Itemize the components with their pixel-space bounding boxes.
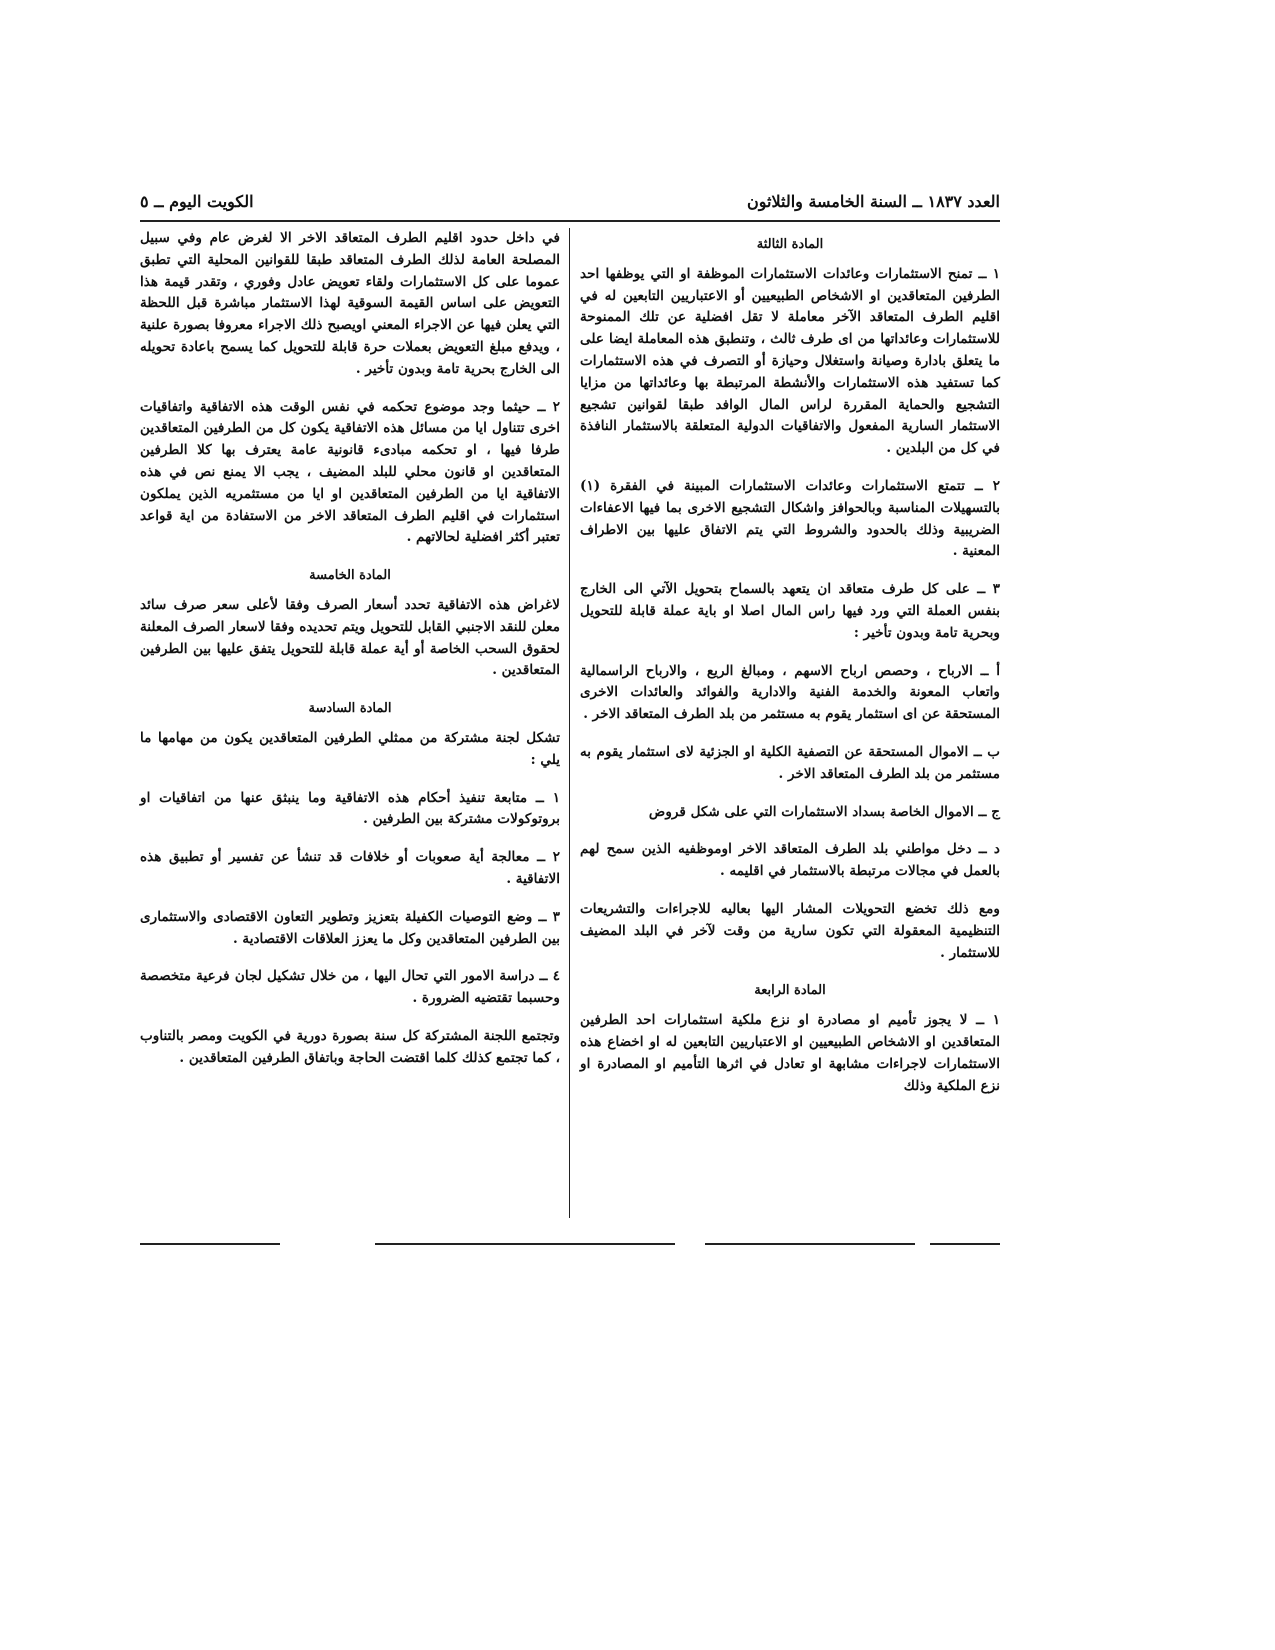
paragraph: أ ــ الارباح ، وحصص ارباح الاسهم ، ومبالغ الريع ، والارباح الراسمالية واتعاب المعونة والخدمة الفنية والادارية والفوائد والعائدات الاخرى المستحقة عن اى استثمار يقوم به مستثمر من بلد الطرف المتعاقد الاخر . — [580, 662, 1000, 723]
paragraph: ج ــ الاموال الخاصة بسداد الاستثمارات التي على شكل قروض — [648, 803, 1000, 820]
column-divider — [569, 228, 570, 1218]
paragraph: ٤ ــ دراسة الامور التي تحال اليها ، من خلال تشكيل لجان فرعية متخصصة وحسبما تقتضيه الضرورة . — [140, 968, 560, 1007]
paragraph: ١ ــ تمنح الاستثمارات وعائدات الاستثمارات الموظفة او التي يوظفها احد الطرفين المتعاقدين او الاشخاص الطبيعيين أو الاعتباريين التابعين له في اقليم الطرف المتعاقد الآخر معاملة لا تقل افضلية عن تلك الممنوحة للاستثمارات وعائداتها من اى طرف ثالث ، وتنطبق هذه المعاملة ايضا على ما يتعلق بادارة وصيانة واستغلال وحيازة أو التصرف في هذه الاستثمارات كما تستفيد هذه الاستثمارات والأنشطة المرتبطة بها وعائداتها من مزايا التشجيع والحماية المقررة لراس المال الوافد طبقا لقوانين تشجيع الاستثمار السارية المفعول والاتفاقيات الدولية المتعلقة بالاستثمار النافذة في كل من البلدين . — [580, 265, 1000, 457]
issue-info: العدد ١٨٣٧ ــ السنة الخامسة والثلاثون — [746, 192, 1000, 211]
page-header — [140, 192, 1000, 218]
paragraph: ٣ ــ على كل طرف متعاقد ان يتعهد بالسماح بتحويل الآتي الى الخارج بنفس العملة التي ورد فيها راس المال اصلا او باية عملة قابلة للتحويل وبحرية تامة وبدون تأخير : — [580, 581, 1000, 641]
paragraph: ١ ــ لا يجوز تأميم او مصادرة او نزع ملكية استثمارات احد الطرفين المتعاقدين او الاشخاص الطبيعيين او الاعتباريين التابعين له او اخضاع هذه الاستثمارات لاجراءات مشابهة او تعادل في اثرها التأميم او المصادرة او نزع الملكية وذلك — [580, 1012, 1000, 1094]
article-heading: المادة الخامسة — [309, 568, 391, 584]
paragraph: ١ ــ متابعة تنفيذ أحكام هذه الاتفاقية وما ينبثق عنها من اتفاقيات او بروتوكولات مشتركة بين الطرفين . — [140, 789, 560, 828]
paragraph: ب ــ الاموال المستحقة عن التصفية الكلية او الجزئية لاى استثمار يقوم به مستثمر من بلد الطرف المتعاقد الاخر . — [580, 743, 1000, 782]
right-column — [580, 228, 1000, 1113]
header-rule — [140, 220, 1000, 222]
paragraph: ٢ ــ تتمتع الاستثمارات وعائدات الاستثمارات المبينة في الفقرة (١) بالتسهيلات المناسبة وبالحوافز واشكال التشجيع الاخرى بما فيها الاعفاءات الضريبية وذلك بالحدود والشروط التي يتم الاتفاق عليها بين الاطراف المعنية . — [580, 477, 1000, 560]
paragraph: تشكل لجنة مشتركة من ممثلي الطرفين المتعاقدين يكون من مهامها ما يلي : — [140, 729, 560, 768]
paragraph: ٢ ــ معالجة أية صعوبات أو خلافات قد تنشأ عن تفسير أو تطبيق هذه الاتفاقية . — [140, 849, 560, 887]
footer-rule — [140, 1243, 280, 1245]
paragraph: وتجتمع اللجنة المشتركة كل سنة بصورة دورية في الكويت ومصر بالتناوب ، كما تجتمع كذلك كلما اقتضت الحاجة وباتفاق الطرفين المتعاقدين . — [140, 1027, 560, 1066]
publication-title: الكويت اليوم ــ ٥ — [140, 192, 254, 211]
footer-rule — [930, 1243, 1000, 1245]
paragraph: د ــ دخل مواطني بلد الطرف المتعاقد الاخر اوموظفيه الذين سمح لهم بالعمل في مجالات مرتبطة بالاستثمار في اقليمه . — [580, 841, 1000, 880]
footer-rule — [375, 1243, 675, 1245]
article-heading: المادة السادسة — [308, 701, 392, 717]
paragraph: لاغراض هذه الاتفاقية تحدد أسعار الصرف وفقا لأعلى سعر صرف سائد معلن للنقد الاجنبي القابل للتحويل ويتم تحديده وفقا لاسعار الصرف المعلنة لحقوق السحب الخاصة أو أية عملة قابلة للتحويل يتفق عليها بين الطرفين المتعاقدين . — [140, 596, 560, 679]
paragraph: في داخل حدود اقليم الطرف المتعاقد الاخر الا لغرض عام وفي سبيل المصلحة العامة لذلك الطرف المتعاقد طبقا للقوانين المحلية التي تطبق عموما على كل الاستثمارات ولقاء تعويض عادل وفوري ، وتقدر قيمة هذا التعويض على اساس القيمة السوقية لهذا الاستثمار مباشرة قبل اللحظة التي يعلن فيها عن الاجراء المعني اويصبح ذلك الاجراء معروفا بصورة علنية ، ويدفع مبلغ التعويض بعملات حرة قابلة للتحويل كما يسمح باعادة تحويله الى الخارج بحرية تامة وبدون تأخير . — [140, 230, 560, 377]
article-heading: المادة الثالثة — [756, 237, 824, 252]
paragraph: ٣ ــ وضع التوصيات الكفيلة بتعزيز وتطوير التعاون الاقتصادى والاستثمارى بين الطرفين المتعاقدين وكل ما يعزز العلاقات الاقتصادية . — [140, 908, 560, 947]
paragraph: ومع ذلك تخضع التحويلات المشار اليها بعاليه للاجراءات والتشريعات التنظيمية المعقولة التي تكون سارية من وقت لآخر في البلد المضيف للاستثمار . — [580, 900, 1000, 961]
left-column — [140, 228, 560, 1086]
article-heading: المادة الرابعة — [754, 983, 826, 999]
paragraph: ٢ ــ حيثما وجد موضوع تحكمه في نفس الوقت هذه الاتفاقية واتفاقيات اخرى تتناول ايا من مسائل هذه الاتفاقية يكون كل من الطرفين المتعاقدين طرفا فيها ، او تحكمه مبادىء قانونية عامة يعترف بها كلا الطرفين المتعاقدين او قانون محلي للبلد المضيف ، يجب الا يمنع نص في هذه الاتفاقية ايا من الطرفين المتعاقدين او ايا من مستثمريه الذين يملكون استثمارات في اقليم الطرف المتعاقد الاخر من الاستفادة من اية قواعد تعتبر أكثر افضلية لحالاتهم . — [140, 398, 560, 546]
footer-rule — [705, 1243, 915, 1245]
